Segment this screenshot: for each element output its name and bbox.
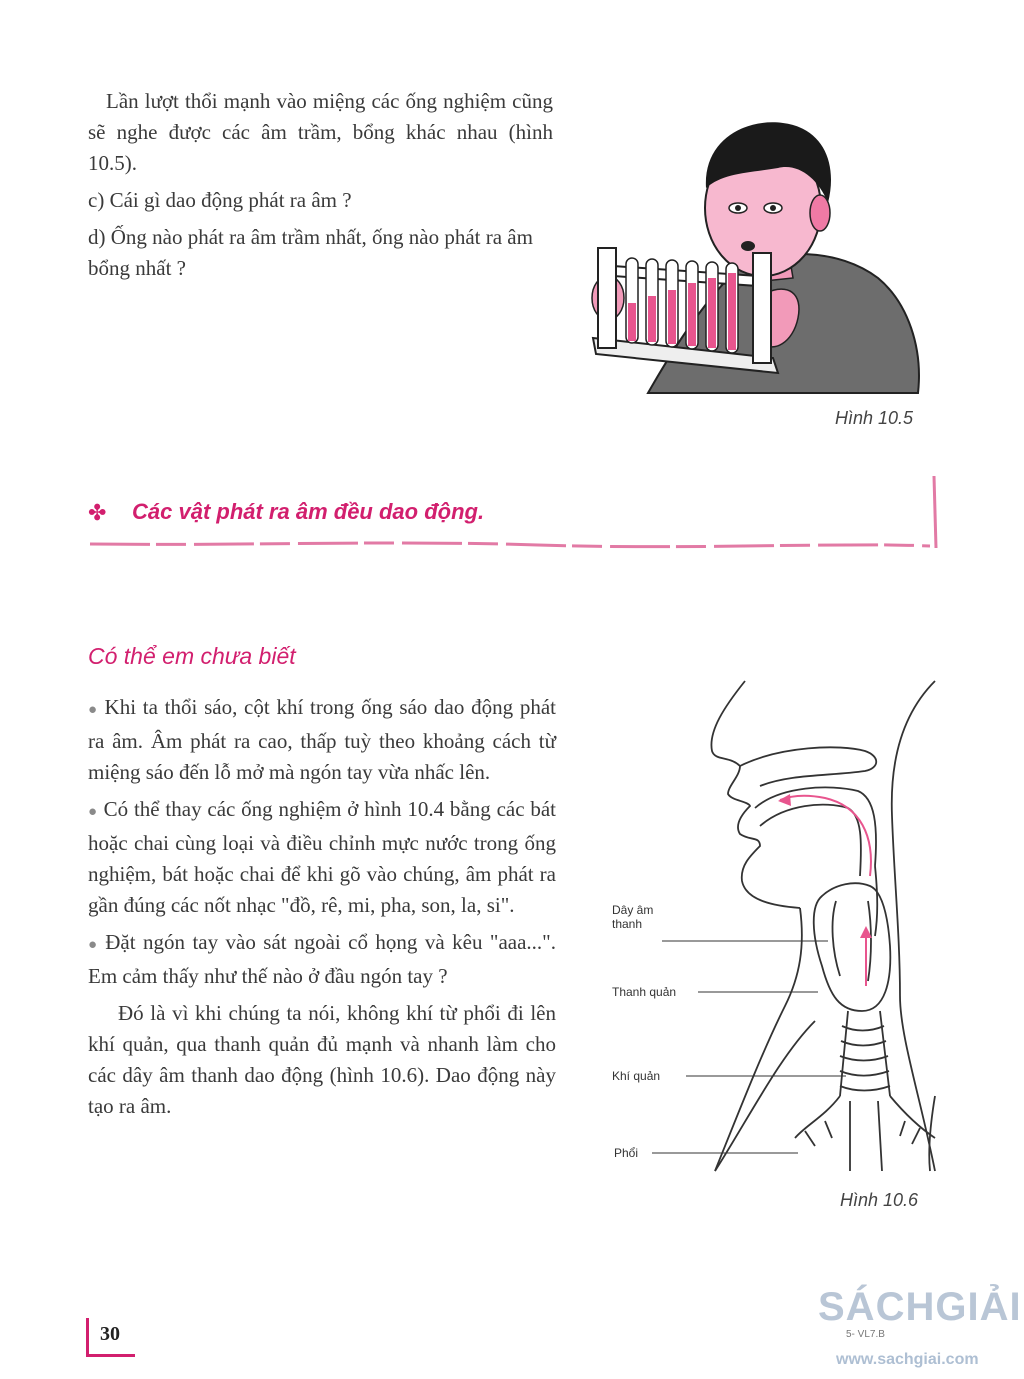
paragraph-throat: ● Đặt ngón tay vào sát ngoài cổ họng và kêu "aaa...". Em cảm thấy như thế nào ở đầu ngón tay ? <box>88 930 556 988</box>
label-lungs: Phổi <box>614 1146 639 1160</box>
figure-10-6-caption: Hình 10.6 <box>840 1190 919 1210</box>
paragraph-test-tubes: Lần lượt thổi mạnh vào miệng các ống nghiệm cũng sẽ nghe được các âm trầm, bổng khác nhau (hình 10.5). <box>88 89 553 175</box>
section-heading-did-you-know: Có thể em chưa biết <box>88 643 296 669</box>
page-number: 30 <box>100 1323 120 1345</box>
top-text-block <box>88 86 553 284</box>
round-bullet-icon: ● <box>88 804 98 820</box>
question-c: c) Cái gì dao động phát ra âm ? <box>88 188 352 212</box>
did-you-know-text <box>88 692 556 1122</box>
paragraph-explanation: Đó là vì khi chúng ta nói, không khí từ phổi đi lên khí quản, qua thanh quản đủ mạnh và nhanh làm cho các dây âm thanh dao động (hình 10.6). Dao động này tạo ra âm. <box>88 1001 556 1118</box>
boy-blowing-test-tubes-illustration <box>588 118 928 398</box>
label-trachea: Khí quản <box>612 1069 661 1083</box>
round-bullet-icon: ● <box>88 702 99 718</box>
diamond-bullet-icon: ✤ <box>88 500 107 525</box>
book-code: 5- VL7.B <box>846 1329 885 1340</box>
conclusion-box <box>88 474 940 552</box>
conclusion-text: Các vật phát ra âm đều dao động. <box>132 499 485 524</box>
figure-10-5-caption: Hình 10.5 <box>835 408 914 428</box>
round-bullet-icon: ● <box>88 937 100 953</box>
paragraph-flute: ● Khi ta thổi sáo, cột khí trong ống sáo dao động phát ra âm. Âm phát ra cao, thấp tuỳ theo khoảng cách từ miệng sáo đến lỗ mở mà ngón tay vừa nhấc lên. <box>88 695 556 784</box>
question-d: d) Ống nào phát ra âm trầm nhất, ống nào phát ra âm bổng nhất ? <box>88 225 533 280</box>
figure-10-5 <box>588 118 928 398</box>
figure-10-6 <box>600 676 945 1176</box>
label-vocal-cords: Dây âm thanh <box>612 903 654 931</box>
label-larynx: Thanh quản <box>612 985 677 999</box>
watermark-logo: SÁCHGIẢI <box>818 1285 1022 1329</box>
watermark-url: www.sachgiai.com <box>836 1351 979 1368</box>
paragraph-bottles: ● Có thể thay các ống nghiệm ở hình 10.4 bằng các bát hoặc chai cùng loại và điều chỉnh mực nước trong ống nghiệm, bát hoặc chai để khi gõ vào chúng, âm phát ra gần đúng các nốt nhạc "đồ, rê, mi, pha, son, la, si". <box>88 797 557 917</box>
